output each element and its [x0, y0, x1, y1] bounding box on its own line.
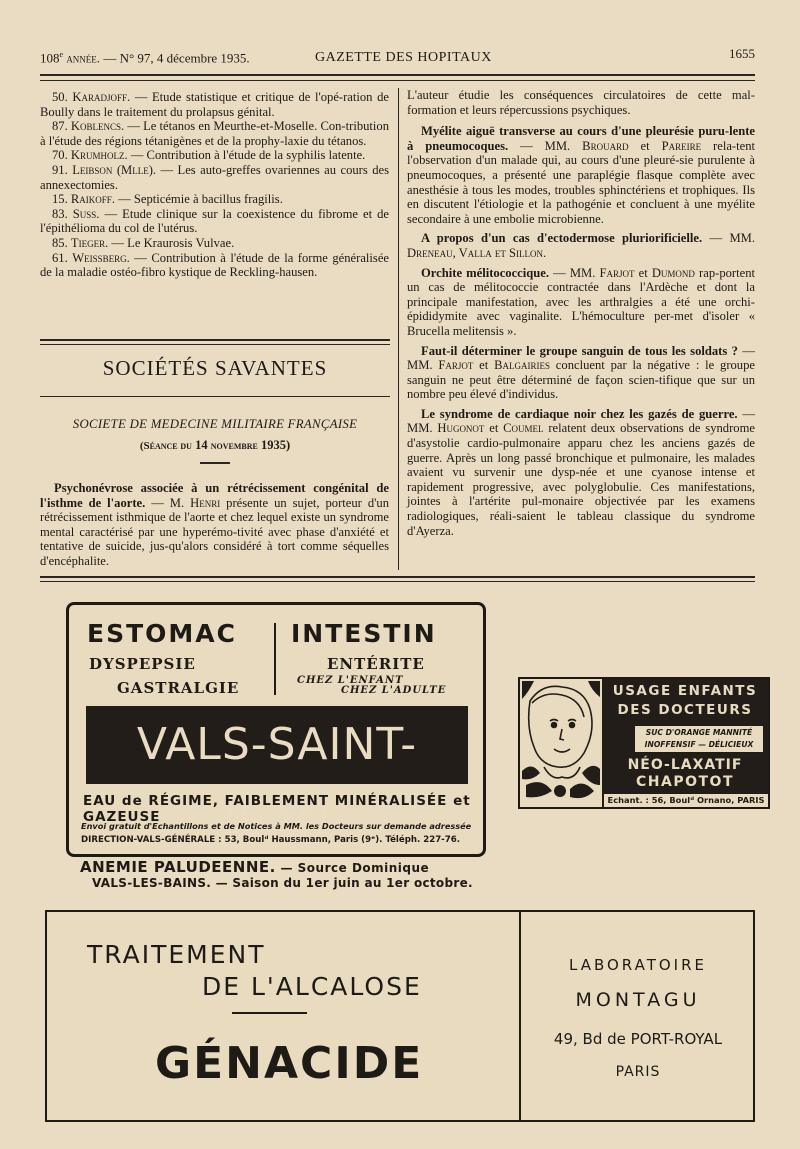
article-pre: — MM. — [508, 138, 583, 153]
ad-suc-line1: SUC D'ORANGE MANNITÉ — [645, 728, 753, 737]
article-author: Hugonot — [437, 421, 485, 436]
article-body: relatent deux observations de syndrome d'asystolie cardio-pulmonaire apparu chez les anciens gazés de guerre. Après un long passé bronchique et pulmonaire, les malades avaient vu survenir une dysp-née et une cyanose intense et rapidement progressive, avec polyglobulie. Ces manifestations, jointes à l'artérite pul-monaire objectivée par les examens radiologiques, réali-saient le tableau classique du syndrome d'Ayerza. — [407, 421, 755, 538]
article-orchite — [407, 266, 755, 339]
right-column — [407, 88, 755, 543]
ad-anemie-title: ANEMIE PALUDEENNE. — [80, 858, 276, 876]
article-groupe-sanguin — [407, 344, 755, 402]
thesis-entry — [40, 163, 389, 192]
session-date-day: 14 — [195, 438, 208, 452]
ad-anemie — [80, 858, 429, 876]
ad-address: 49, Bd de PORT-ROYAL — [553, 1030, 723, 1048]
ad-eau-regime: EAU de RÉGIME, FAIBLEMENT MINÉRALISÉE et GAZEUSE — [83, 793, 471, 825]
thesis-title: — Les auto-greffes ovariennes au cours des annexectomies. — [40, 162, 389, 192]
ad-divider — [274, 623, 276, 695]
ad-traitement: TRAITEMENT — [87, 940, 266, 969]
thesis-entry — [40, 148, 389, 163]
ad-chapotot — [518, 677, 770, 809]
ad-genacide-divider — [519, 912, 521, 1120]
ad-suc-line2: INOFFENSIF — DÉLICIEUX — [644, 740, 754, 749]
session-date-month: novembre — [210, 440, 258, 452]
thesis-author: Karadjoff. — [72, 90, 131, 104]
thesis-author: Koblencs. — [70, 119, 125, 134]
ad-enterite: ENTÉRITE — [327, 655, 425, 673]
thesis-entry — [40, 119, 389, 148]
article-pre: — MM. — [702, 231, 755, 246]
header-page-number: 1655 — [729, 46, 755, 61]
page-header — [40, 46, 755, 70]
thesis-author: Krumholz. — [70, 148, 128, 163]
ad-laboratoire: LABORATOIRE — [569, 956, 707, 974]
thesis-author: Weissberg. — [72, 250, 130, 265]
ad-alcalose: DE L'ALCALOSE — [202, 972, 422, 1001]
section-rule-top-thin — [40, 344, 390, 345]
ad-suc-orange — [634, 725, 764, 753]
article-title: Psychonévrose associée à un rétrécissement congénital de l'isthme de l'aorte. — [40, 481, 389, 510]
article-myelite — [407, 124, 755, 226]
thesis-title: — Le Kraurosis Vulvae. — [111, 235, 235, 250]
thesis-entry — [40, 192, 389, 207]
article-author: Farjot — [438, 358, 474, 373]
article-body: rap-portent un cas de mélitococcie contractée dans l'Ardèche et dont la principale manifestation, avec les arthralgies a été une orchi-épididymite avec vaginalite. L'hémoculture per-met d'isoler « Brucella melitensis ». — [407, 265, 755, 338]
article-author: Balgairies — [494, 358, 550, 373]
header-journal-title: GAZETTE DES HOPITAUX — [315, 50, 492, 65]
article-author: Henri — [190, 495, 221, 510]
thesis-title: — Septicémie à bacillus fragilis. — [118, 192, 283, 207]
thesis-number: 15. — [52, 192, 68, 207]
article-pre: — MM. — [407, 343, 755, 373]
article-body: présente un sujet, porteur d'un rétrécissement isthmique de l'aorte et chez lequel existe un syndrome mental caractérisé par une hyperémo-tivité avec phase d'anxiété et tentative de suicide, jus-qu'alors considéré à tort comme séquelles d'encéphalite. — [40, 495, 389, 568]
header-rule-top — [40, 74, 755, 76]
article-mid: et — [484, 421, 504, 436]
ad-vals-saint-jean — [66, 602, 486, 857]
thesis-number: 50. — [52, 90, 68, 104]
ad-des-docteurs: DES DOCTEURS — [617, 702, 753, 718]
thesis-number: 70. — [52, 148, 68, 163]
article-author: Dumond — [651, 265, 695, 280]
theses-list — [40, 90, 389, 280]
thesis-author: Tieger. — [70, 235, 109, 250]
thesis-number: 91. — [52, 162, 68, 177]
header-rule-bottom — [40, 80, 755, 81]
ad-intestin: INTESTIN — [291, 619, 437, 648]
thesis-entry — [40, 207, 389, 236]
session-date-prefix: (Séance du — [139, 440, 192, 452]
header-year-word: année. — [66, 50, 101, 66]
article-title: Myélite aiguë transverse au cours d'une pleurésie puru-lente à pneumocoques. — [407, 124, 755, 153]
thesis-title: — Etude clinique sur la coexistence du fibrome et de l'épithélioma du col de l'utérus. — [40, 206, 390, 236]
ad-direction: DIRECTION-VALS-GÉNÉRALE : 53, Boulᵈ Haussmann, Paris (9ᵉ). Téléph. 227-76. — [81, 835, 460, 845]
ad-chapotot-brand: CHAPOTOT — [636, 774, 734, 790]
article-mid: et — [473, 358, 495, 373]
article-cardiaque-noir — [407, 407, 755, 538]
child-portrait-illustration — [522, 681, 600, 805]
article-title: Faut-il déterminer le groupe sanguin de tous les soldats ? — [421, 343, 738, 358]
article-authors: Dreneau, Valla et Sillon. — [407, 245, 547, 260]
article-ectodermose — [407, 231, 755, 260]
ad-estomac: ESTOMAC — [87, 619, 237, 648]
article-author: Brouard — [582, 138, 629, 153]
article-pre: — MM. — [407, 406, 755, 436]
thesis-number: 85. — [52, 235, 68, 250]
ad-brand-band: VALS-SAINT-JEAN — [86, 706, 468, 784]
section-rule-top — [40, 339, 390, 341]
thesis-entry — [40, 236, 389, 251]
article-author: Farjot — [599, 265, 635, 280]
thesis-number: 87. — [52, 119, 68, 134]
article-title: A propos d'un cas d'ectodermose pluriorificielle. — [421, 231, 703, 246]
ad-city: PARIS — [615, 1064, 661, 1080]
thesis-entry — [40, 251, 389, 280]
session-date — [40, 438, 390, 453]
article-author: Coumel — [503, 421, 544, 436]
ad-neo-laxatif: NÉO-LAXATIF — [627, 757, 743, 773]
ad-dyspepsie: DYSPEPSIE — [89, 655, 196, 673]
article-author: Pareire — [661, 138, 702, 153]
thesis-author: Leibson (Mlle). — [72, 162, 157, 177]
article-title: Orchite mélitococcique. — [421, 265, 550, 280]
thesis-title: — Contribution à l'étude de la syphilis latente. — [130, 148, 366, 163]
column-separator — [398, 88, 399, 570]
header-issue-number: — N° 97, 4 décembre 1935. — [103, 50, 250, 66]
ad-montagu: MONTAGU — [575, 989, 701, 1011]
thesis-author: Suss. — [72, 206, 100, 221]
ad-genacide-rule — [232, 1012, 307, 1014]
article-psychonevrose — [40, 481, 389, 574]
ad-gastralgie: GASTRALGIE — [117, 679, 240, 697]
thesis-title: — Le tétanos en Meurthe-et-Moselle. Con-tribution à l'étude des régions tétanigènes et de la prophy-laxie du tétanos. — [40, 119, 390, 148]
ad-genacide — [45, 910, 755, 1122]
ad-genacide-brand: GÉNACIDE — [155, 1038, 424, 1089]
article-title: Le syndrome de cardiaque noir chez les gazés de guerre. — [421, 406, 738, 421]
section-rule-under-title — [40, 396, 390, 397]
date-underline — [200, 462, 230, 464]
header-year-sup: e — [59, 50, 64, 59]
article-body: rela-tent l'observation d'un malade qui, au cours d'une pleuré-sie purulente à pneumocoques, a présenté une paraplégie flasque complète avec anesthésie à tous les modes, troubles sphinctériens et trophiques. Ils en discutent l'étiologie et la pathogénie et concluent à une myélite secondaire à une embolie microbienne. — [407, 138, 755, 226]
header-issue — [40, 50, 250, 66]
article-mid: et — [628, 138, 662, 153]
thesis-author: Raikoff. — [70, 192, 115, 207]
article-body: concluent par la négative : le groupe sanguin ne peut être déterminé de façon scien-tifique que sur un nombre peu élevé d'individus. — [407, 358, 755, 402]
article-pre: — MM. — [549, 265, 600, 280]
header-year-number: 108 — [40, 50, 60, 66]
thesis-number: 61. — [52, 250, 68, 265]
thesis-number: 83. — [52, 206, 68, 221]
session-date-year: 1935) — [260, 438, 291, 452]
ads-rule-top-thin — [40, 581, 755, 582]
section-title: SOCIÉTÉS SAVANTES — [102, 356, 328, 380]
society-name: SOCIETE DE MEDECINE MILITAIRE FRANÇAISE — [72, 417, 358, 431]
ad-usage-enfants: USAGE ENFANTS — [612, 683, 758, 699]
ad-chez-enfant: CHEZ L'ENFANT — [297, 675, 404, 686]
article-paragraph — [40, 481, 389, 569]
ad-chez-adulte: CHEZ L'ADULTE — [341, 685, 447, 696]
ad-anemie-source: — Source Dominique — [275, 861, 430, 875]
ad-saison: VALS-LES-BAINS. — Saison du 1er juin au 1er octobre. — [92, 876, 473, 890]
article-pre: — M. — [145, 495, 191, 510]
ads-rule-top — [40, 576, 755, 578]
article-mid: et — [634, 265, 652, 280]
col2-intro: L'auteur étudie les conséquences circulatoires de cette mal-formation et leurs répercussions psychiques. — [407, 88, 755, 117]
thesis-entry — [40, 90, 389, 119]
ad-envoi: Envoi gratuit d'Echantillons et de Notices à MM. les Docteurs sur demande adressée — [81, 821, 472, 831]
ad-echantillons: Echant. : 56, Boulᵈ Ornano, PARIS — [604, 794, 768, 807]
thesis-title: — Etude statistique et critique de l'opé-ration de Boully dans le traitement du prolapsus génital. — [40, 90, 389, 119]
thesis-title: — Contribution à l'étude de la forme généralisée de la maladie ostéo-fibro kystique de Reckling-hausen. — [40, 250, 389, 280]
